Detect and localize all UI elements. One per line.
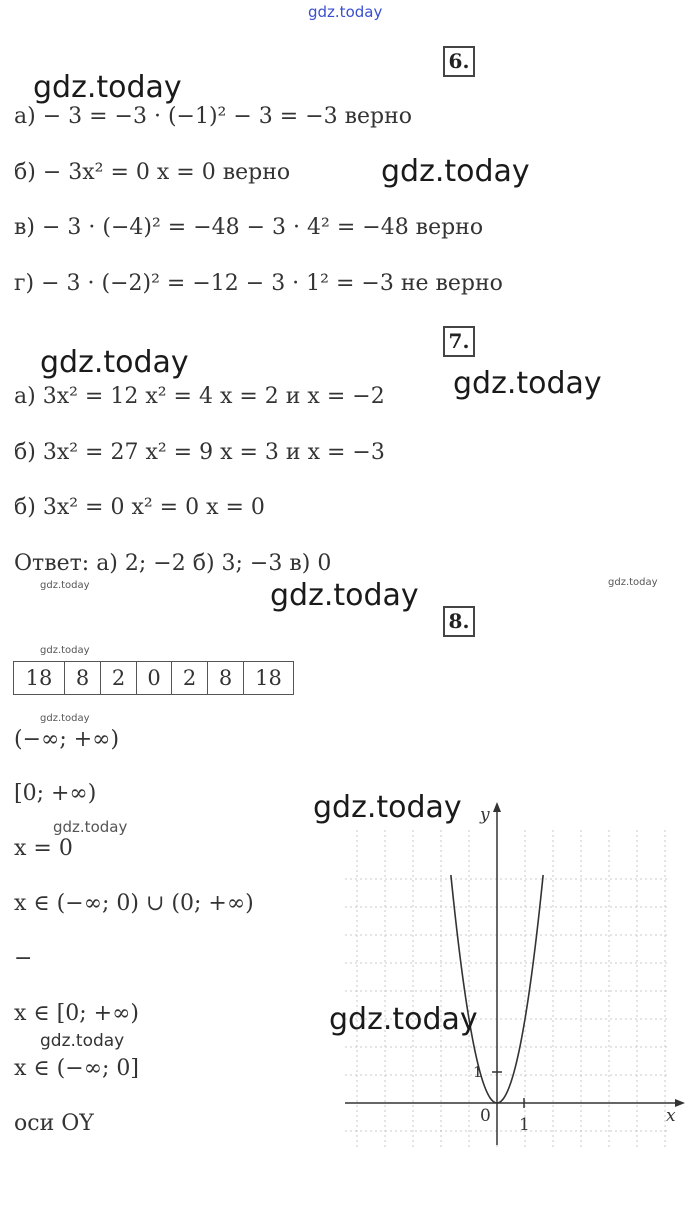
x-axis-label: x (666, 1106, 676, 1126)
task-7-line-b: б) 3x² = 27 x² = 9 x = 3 и x = −3 (14, 440, 385, 465)
graph-grid (345, 830, 670, 1150)
y-axis-arrow (493, 802, 501, 812)
task-8-domain: (−∞; +∞) (14, 727, 120, 752)
task-8-number: 8. (443, 606, 475, 637)
watermark: gdz.today (608, 577, 658, 588)
watermark: gdz.today (381, 154, 530, 189)
watermark: gdz.today (53, 818, 128, 836)
x-tick-label: 1 (519, 1115, 530, 1135)
task-8-zero: x = 0 (14, 836, 73, 861)
task-7-line-c: б) 3x² = 0 x² = 0 x = 0 (14, 495, 265, 520)
task-8-positive: x ∈ (−∞; 0) ∪ (0; +∞) (14, 891, 254, 916)
table-cell: 18 (244, 662, 294, 695)
x-axis-arrow (675, 1099, 685, 1107)
task-6-line-b: б) − 3x² = 0 x = 0 верно (14, 160, 291, 185)
task-8-increasing: x ∈ [0; +∞) (14, 1001, 140, 1026)
table-cell: 8 (208, 662, 244, 695)
watermark: gdz.today (329, 1002, 478, 1037)
task-8-decreasing: x ∈ (−∞; 0] (14, 1056, 140, 1081)
values-table (13, 661, 294, 695)
origin-label: 0 (480, 1106, 491, 1126)
table-cell: 18 (14, 662, 65, 695)
y-tick-label: 1 (473, 1063, 483, 1081)
watermark: gdz.today (270, 578, 419, 613)
watermark: gdz.today (40, 345, 189, 380)
y-axis-label: y (480, 805, 490, 825)
task-6-number: 6. (443, 46, 475, 77)
watermark: gdz.today (40, 1031, 125, 1051)
table-cell: 0 (137, 662, 172, 695)
table-cell: 2 (101, 662, 137, 695)
watermark: gdz.today (453, 366, 602, 401)
task-6-line-a: а) − 3 = −3 · (−1)² − 3 = −3 верно (14, 104, 413, 129)
watermark: gdz.today (40, 645, 90, 656)
watermark: gdz.today (33, 70, 182, 105)
parabola-graph (340, 790, 690, 1160)
watermark: gdz.today (40, 580, 90, 591)
task-8-symmetry: оси OY (14, 1111, 94, 1136)
task-6-line-c: в) − 3 · (−4)² = −48 − 3 · 4² = −48 верно (14, 215, 484, 240)
watermark-top: gdz.today (308, 3, 383, 21)
task-7-line-a: а) 3x² = 12 x² = 4 x = 2 и x = −2 (14, 384, 385, 409)
watermark: gdz.today (40, 713, 90, 724)
task-7-number: 7. (443, 326, 475, 357)
table-cell: 8 (65, 662, 101, 695)
watermark: gdz.today (313, 790, 462, 825)
task-7-answer: Ответ: а) 2; −2 б) 3; −3 в) 0 (14, 551, 332, 576)
task-8-negative: − (14, 946, 33, 971)
table-cell: 2 (172, 662, 208, 695)
task-6-line-d: г) − 3 · (−2)² = −12 − 3 · 1² = −3 не верно (14, 271, 503, 296)
task-8-range: [0; +∞) (14, 781, 97, 806)
